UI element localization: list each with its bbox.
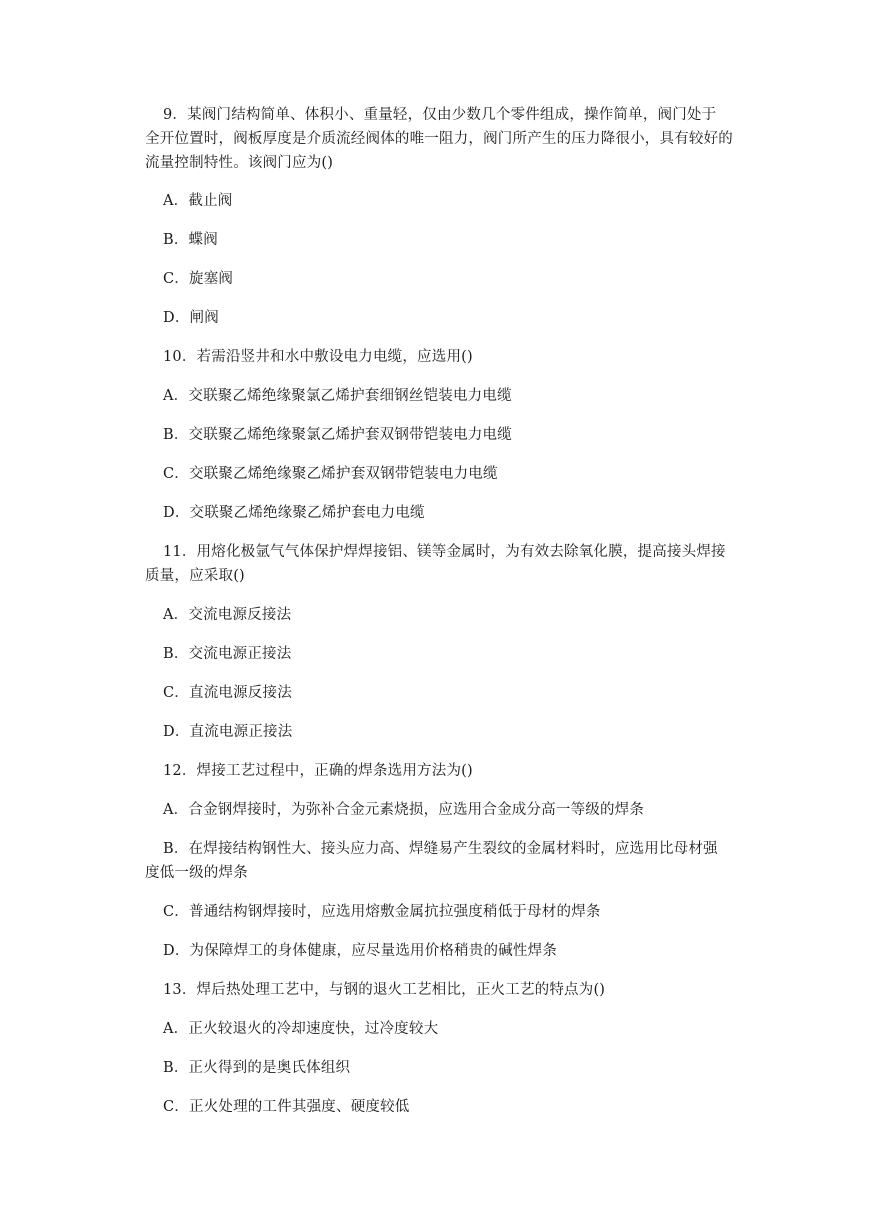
question-11-stem-line-1: 11．用熔化极氩气气体保护焊焊接铝、镁等金属时，为有效去除氧化膜，提高接头焊接: [163, 544, 726, 560]
question-12-option-a: A．合金钢焊接时，为弥补合金元素烧损，应选用合金成分高一等级的焊条: [163, 802, 645, 818]
question-11-option-a: A．交流电源反接法: [163, 607, 292, 623]
question-10-stem: 10．若需沿竖井和水中敷设电力电缆，应选用(): [163, 349, 473, 365]
question-13-option-b: B．正火得到的是奥氏体组织: [163, 1060, 351, 1076]
question-9-option-d: D．闸阀: [163, 310, 219, 326]
question-12-option-b-line-1: B．在焊接结构钢性大、接头应力高、焊缝易产生裂纹的金属材料时，应选用比母材强: [163, 841, 718, 857]
question-9-option-a: A．截止阀: [163, 193, 233, 209]
question-10-option-d: D．交联聚乙烯绝缘聚乙烯护套电力电缆: [163, 505, 425, 521]
question-12-option-d: D．为保障焊工的身体健康，应尽量选用价格稍贵的碱性焊条: [163, 943, 558, 959]
question-9-stem-line-3: 流量控制特性。该阀门应为(): [145, 155, 334, 171]
question-11-option-c: C．直流电源反接法: [163, 685, 292, 701]
question-9-option-b: B．蝶阀: [163, 232, 218, 248]
question-10-option-b: B．交联聚乙烯绝缘聚氯乙烯护套双钢带铠装电力电缆: [163, 427, 512, 443]
question-11-option-b: B．交流电源正接法: [163, 646, 292, 662]
question-13-option-a: A．正火较退火的冷却速度快，过冷度较大: [163, 1021, 439, 1037]
question-12-option-c: C．普通结构钢焊接时，应选用熔敷金属抗拉强度稍低于母材的焊条: [163, 904, 601, 920]
question-9-stem-line-2: 全开位置时，阀板厚度是介质流经阀体的唯一阻力，阀门所产生的压力降很小，具有较好的: [145, 131, 733, 147]
question-11-stem-line-2: 质量，应采取(): [145, 568, 245, 584]
question-13-stem: 13．焊后热处理工艺中，与钢的退火工艺相比，正火工艺的特点为(): [163, 982, 606, 998]
question-9-stem-line-1: 9．某阀门结构简单、体积小、重量轻，仅由少数几个零件组成，操作简单，阀门处于: [163, 107, 717, 123]
question-11-option-d: D．直流电源正接法: [163, 724, 293, 740]
question-10-option-a: A．交联聚乙烯绝缘聚氯乙烯护套细钢丝铠装电力电缆: [163, 388, 512, 404]
question-12-stem: 12．焊接工艺过程中，正确的焊条选用方法为(): [163, 763, 473, 779]
question-10-option-c: C．交联聚乙烯绝缘聚乙烯护套双钢带铠装电力电缆: [163, 466, 498, 482]
question-12-option-b-line-2: 度低一级的焊条: [145, 865, 248, 881]
question-9-option-c: C．旋塞阀: [163, 271, 234, 287]
question-13-option-c: C．正火处理的工件其强度、硬度较低: [163, 1099, 410, 1115]
